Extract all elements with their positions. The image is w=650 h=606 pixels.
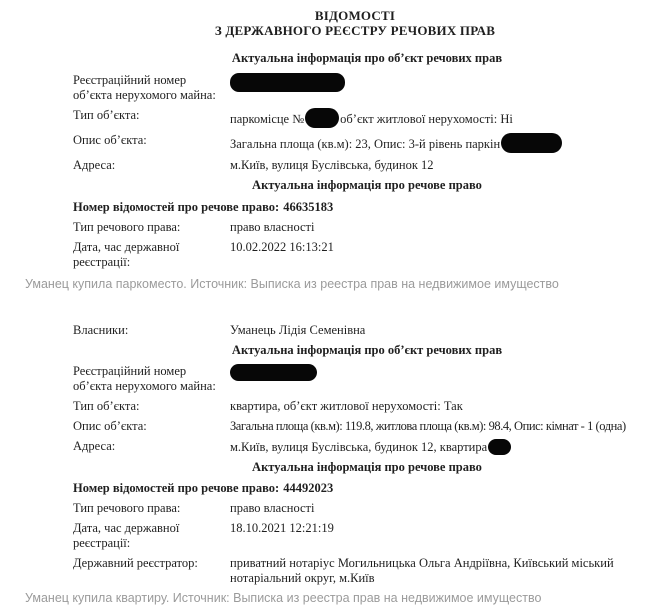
object-type-value	[230, 108, 513, 128]
registration-date-label: Дата, час державної реєстрації:	[73, 521, 180, 550]
record-number-value: 46635183	[283, 200, 334, 214]
section-heading-object-info: Актуальна інформація про об’єкт речових прав	[231, 343, 503, 357]
registration-number-value	[230, 73, 345, 96]
object-description-text: Загальна площа (кв.м): 23, Опис: 3-й рівень паркін	[230, 137, 501, 151]
state-registrar-label: Державний реєстратор:	[73, 556, 198, 570]
redaction-box	[305, 108, 339, 128]
title-line-2: З ДЕРЖАВНОГО РЕЄСТРУ РЕЧОВИХ ПРАВ	[214, 23, 496, 38]
row-object-type	[73, 399, 650, 414]
registration-number-label: Реєстраційний номер об’єкта нерухомого майна:	[73, 73, 216, 102]
registration-number-value	[230, 364, 317, 385]
record-number-line	[73, 481, 650, 496]
object-description-value	[230, 133, 562, 153]
row-owners	[73, 323, 650, 338]
address-label: Адреса:	[73, 439, 116, 453]
state-registrar-value: приватний нотаріус Могильницька Ольга Андріївна, Київський міський нотаріальний округ, м.Київ	[230, 556, 614, 585]
row-address	[73, 158, 650, 173]
row-address	[73, 439, 650, 455]
row-registration-date	[73, 240, 650, 270]
redaction-box	[488, 439, 511, 455]
document-title	[0, 8, 650, 38]
record-number-label: Номер відомостей про речове право:	[73, 200, 280, 214]
address-value-text: м.Київ, вулиця Буслівська, будинок 12, квартира	[230, 440, 488, 454]
address-value: м.Київ, вулиця Буслівська, будинок 12	[230, 158, 434, 172]
source-caption-parking: Уманец купила паркоместо. Источник: Выписка из реестра прав на недвижимое имущество	[25, 277, 559, 291]
redaction-box	[230, 73, 345, 92]
redaction-box	[230, 364, 317, 381]
section-heading-right-info: Актуальна інформація про речове право	[252, 460, 482, 474]
right-type-label: Тип речового права:	[73, 501, 181, 515]
row-object-type	[73, 108, 650, 128]
section-heading-object-info: Актуальна інформація про об’єкт речових прав	[231, 51, 503, 65]
right-type-value: право власності	[230, 220, 315, 234]
row-state-registrar	[73, 556, 650, 586]
object-type-value-suffix: об’єкт житлової нерухомості: Ні	[340, 112, 513, 126]
record-number-label: Номер відомостей про речове право:	[73, 481, 280, 495]
row-object-description	[73, 133, 650, 153]
registration-date-value: 18.10.2021 12:21:19	[230, 521, 334, 535]
object-description-label: Опис об’єкта:	[73, 133, 147, 147]
object-type-value: квартира, об’єкт житлової нерухомості: Так	[230, 399, 463, 413]
registration-number-label: Реєстраційний номер об’єкта нерухомого майна:	[73, 364, 216, 393]
right-type-value: право власності	[230, 501, 315, 515]
address-label: Адреса:	[73, 158, 116, 172]
object-description-value: Загальна площа (кв.м): 119.8, житлова площа (кв.м): 98.4, Опис: кімнат - 1 (одна)	[230, 419, 626, 433]
section-heading-right-info: Актуальна інформація про речове право	[252, 178, 482, 192]
registry-extract-parking	[0, 8, 650, 270]
owners-value: Уманець Лідія Семенівна	[230, 323, 366, 337]
address-value	[230, 439, 511, 455]
object-type-label: Тип об’єкта:	[73, 399, 140, 413]
row-right-type	[73, 220, 650, 235]
object-description-label: Опис об’єкта:	[73, 419, 147, 433]
registration-date-label: Дата, час державної реєстрації:	[73, 240, 180, 269]
object-type-value-prefix: паркомісце №	[230, 112, 305, 126]
title-line-1: ВІДОМОСТІ	[314, 8, 396, 23]
registry-extract-apartment	[0, 323, 650, 586]
source-caption-apartment: Уманец купила квартиру. Источник: Выписка из реестра прав на недвижимое имущество	[25, 591, 542, 605]
record-number-value: 44492023	[283, 481, 334, 495]
record-number-line	[73, 200, 650, 215]
row-right-type	[73, 501, 650, 516]
registration-date-value: 10.02.2022 16:13:21	[230, 240, 334, 254]
object-type-label: Тип об’єкта:	[73, 108, 140, 122]
row-registration-number	[73, 364, 650, 394]
row-registration-number	[73, 73, 650, 103]
row-object-description	[73, 419, 650, 434]
right-type-label: Тип речового права:	[73, 220, 181, 234]
owners-label: Власники:	[73, 323, 129, 337]
redaction-box	[501, 133, 562, 153]
